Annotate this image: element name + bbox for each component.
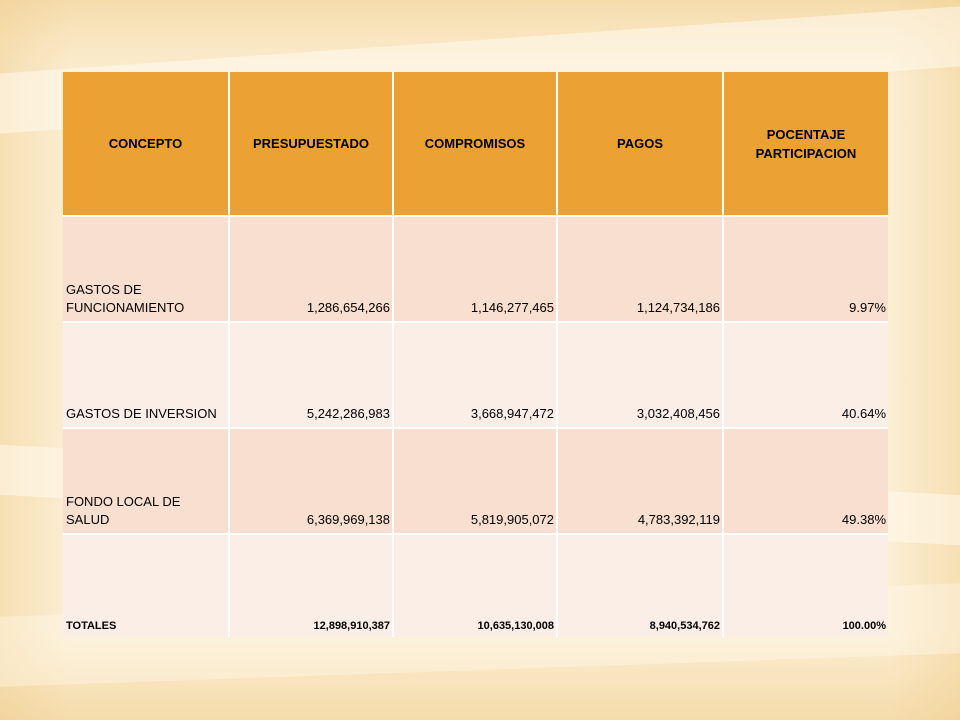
- total-pagos: 8,940,534,762: [557, 534, 723, 637]
- cell-concepto: FONDO LOCAL DE SALUD: [63, 428, 229, 534]
- cell-porcentaje: 40.64%: [723, 322, 888, 428]
- cell-compromisos: 3,668,947,472: [393, 322, 557, 428]
- cell-compromisos: 5,819,905,072: [393, 428, 557, 534]
- table-row: [63, 428, 888, 534]
- cell-pagos: 3,032,408,456: [557, 322, 723, 428]
- cell-pagos: 4,783,392,119: [557, 428, 723, 534]
- totals-row: [63, 534, 888, 637]
- total-porcentaje: 100.00%: [723, 534, 888, 637]
- cell-presupuestado: 1,286,654,266: [229, 216, 393, 322]
- total-compromisos: 10,635,130,008: [393, 534, 557, 637]
- table-row: [63, 322, 888, 428]
- cell-presupuestado: 6,369,969,138: [229, 428, 393, 534]
- cell-concepto: GASTOS DE FUNCIONAMIENTO: [63, 216, 229, 322]
- cell-pagos: 1,124,734,186: [557, 216, 723, 322]
- header-pagos: PAGOS: [557, 72, 723, 216]
- cell-porcentaje: 9.97%: [723, 216, 888, 322]
- cell-compromisos: 1,146,277,465: [393, 216, 557, 322]
- budget-table: [63, 72, 888, 637]
- header-presupuestado: PRESUPUESTADO: [229, 72, 393, 216]
- header-concepto: CONCEPTO: [63, 72, 229, 216]
- header-row: [63, 72, 888, 216]
- totals-label: TOTALES: [63, 534, 229, 637]
- cell-concepto: GASTOS DE INVERSION: [63, 322, 229, 428]
- header-compromisos: COMPROMISOS: [393, 72, 557, 216]
- total-presupuestado: 12,898,910,387: [229, 534, 393, 637]
- cell-presupuestado: 5,242,286,983: [229, 322, 393, 428]
- table-row: [63, 216, 888, 322]
- cell-porcentaje: 49.38%: [723, 428, 888, 534]
- header-porcentaje-participacion: POCENTAJE PARTICIPACION: [723, 72, 888, 216]
